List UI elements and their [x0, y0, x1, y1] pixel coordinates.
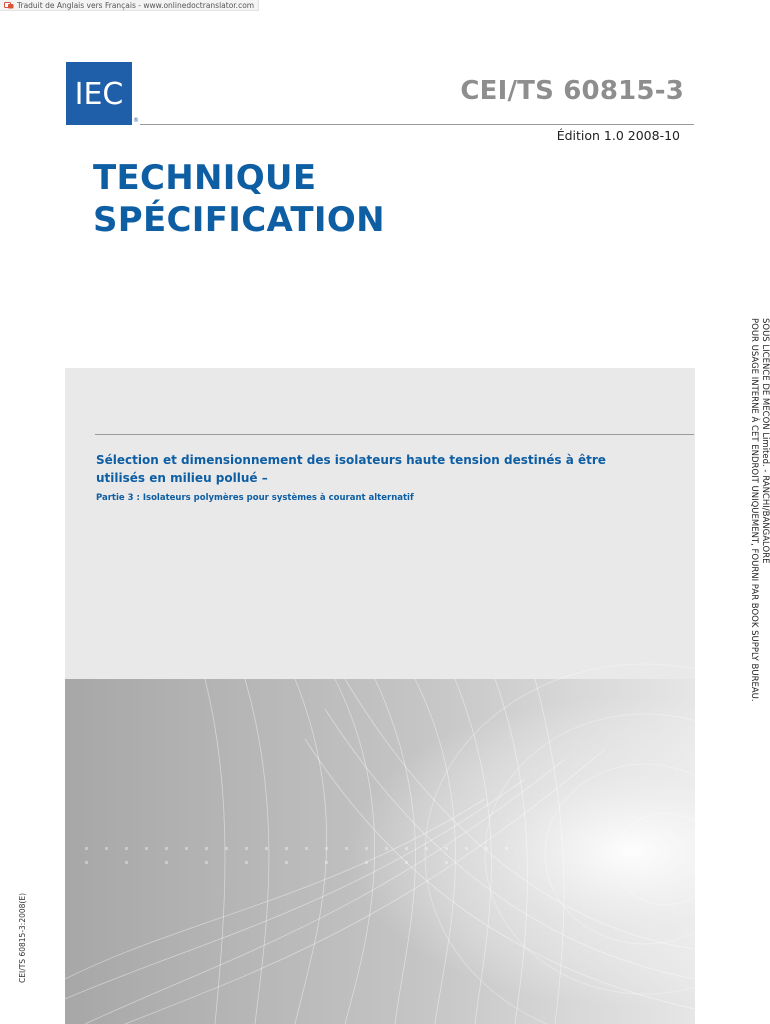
license-line-2: POUR USAGE INTERNE À CET ENDROIT UNIQUEMENT, FOURNI PAR BOOK SUPPLY BUREAU.: [749, 318, 759, 702]
part-title: Partie 3 : Isolateurs polymères pour systèmes à courant alternatif: [96, 493, 414, 503]
panel-divider: [95, 434, 694, 435]
license-notice: [748, 318, 770, 702]
document-code-vertical: CEI/TS 60815-3:2008(E): [18, 893, 27, 983]
license-line-1: SOUS LICENCE DE MECON Limited. - RANCHI/BANGALORE: [760, 318, 770, 564]
cover-artwork: [65, 679, 695, 1024]
title-line-1: TECHNIQUE: [93, 158, 317, 198]
translate-icon: [4, 2, 14, 9]
iec-logo-text: IEC: [74, 77, 124, 112]
registered-mark: ®: [133, 117, 139, 124]
header-divider: [140, 124, 694, 125]
translator-banner[interactable]: [0, 0, 259, 11]
translator-banner-text: Traduit de Anglais vers Français - www.onlinedoctranslator.com: [17, 0, 255, 10]
iec-logo: [66, 62, 132, 125]
document-number: CEI/TS 60815-3: [460, 76, 684, 106]
title-line-2: SPÉCIFICATION: [93, 200, 385, 240]
document-title: [93, 157, 385, 241]
document-subtitle: Sélection et dimensionnement des isolateurs haute tension destinés à être utilisés en milieu pollué –: [96, 453, 606, 485]
edition-label: Édition 1.0 2008-10: [556, 128, 680, 143]
subtitle-panel: [65, 368, 695, 679]
